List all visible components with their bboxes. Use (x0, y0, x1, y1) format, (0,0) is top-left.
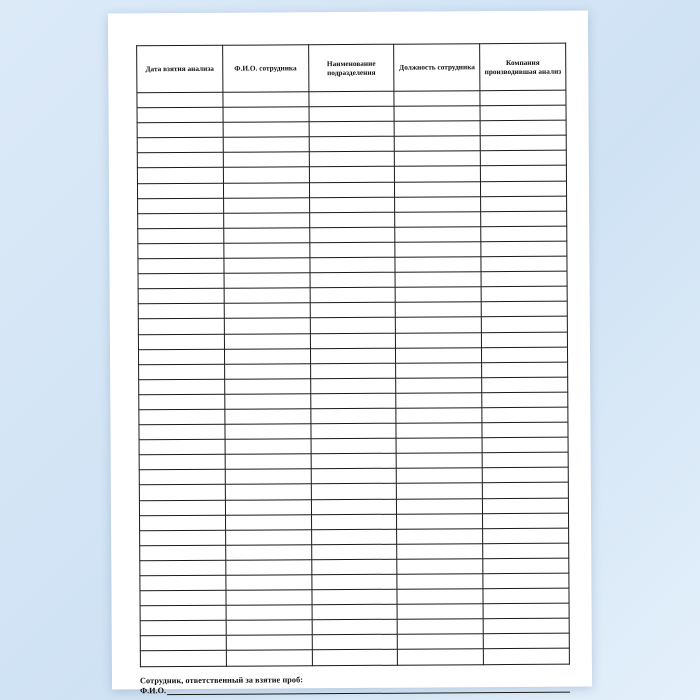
table-cell[interactable] (310, 303, 396, 319)
table-cell[interactable] (311, 423, 397, 439)
table-cell[interactable] (312, 619, 398, 635)
table-cell[interactable] (482, 468, 568, 484)
table-cell[interactable] (482, 437, 568, 453)
document-page (108, 11, 592, 695)
table-cell[interactable] (397, 544, 483, 560)
responsible-label: Сотрудник, ответственный за взятие проб: (139, 674, 304, 685)
table-cell[interactable] (137, 183, 223, 199)
table-cell[interactable] (138, 349, 224, 365)
table-cell[interactable] (480, 120, 566, 136)
table-cell[interactable] (309, 182, 395, 198)
table-cell[interactable] (310, 393, 396, 409)
table-cell[interactable] (310, 378, 396, 394)
table-cell[interactable] (226, 560, 312, 576)
table-cell[interactable] (224, 273, 310, 289)
table-cell[interactable] (394, 91, 480, 107)
table-cell[interactable] (140, 651, 226, 667)
table-cell[interactable] (225, 454, 311, 470)
table-cell[interactable] (396, 287, 482, 303)
table-cell[interactable] (396, 362, 482, 378)
table-cell[interactable] (312, 650, 398, 666)
table-cell[interactable] (225, 424, 311, 440)
table-cell[interactable] (224, 228, 310, 244)
table-cell[interactable] (226, 575, 312, 591)
table-cell[interactable] (396, 438, 482, 454)
table-cell[interactable] (223, 137, 309, 153)
table-cell[interactable] (481, 301, 567, 317)
table-cell[interactable] (223, 212, 309, 228)
table-cell[interactable] (397, 574, 483, 590)
table-cell[interactable] (140, 545, 226, 561)
table-cell[interactable] (138, 334, 224, 350)
table-cell[interactable] (138, 288, 224, 304)
table-cell[interactable] (396, 317, 482, 333)
table-cell[interactable] (139, 500, 225, 516)
table-cell[interactable] (395, 257, 481, 273)
table-cell[interactable] (480, 90, 566, 106)
table-cell[interactable] (309, 242, 395, 258)
table-cell[interactable] (139, 379, 225, 395)
table-cell[interactable] (395, 181, 481, 197)
table-cell[interactable] (225, 469, 311, 485)
table-cell[interactable] (309, 212, 395, 228)
table-cell[interactable] (397, 498, 483, 514)
table-cell[interactable] (396, 347, 482, 363)
table-cell[interactable] (225, 499, 311, 515)
table-cell[interactable] (140, 605, 226, 621)
table-cell[interactable] (394, 106, 480, 122)
table-cell[interactable] (226, 635, 312, 651)
table-cell[interactable] (483, 543, 569, 559)
table-cell[interactable] (138, 258, 224, 274)
table-cell[interactable] (224, 243, 310, 259)
table-cell[interactable] (483, 618, 569, 634)
table-cell[interactable] (309, 137, 395, 153)
table-cell[interactable] (224, 288, 310, 304)
table-cell[interactable] (482, 452, 568, 468)
table-cell[interactable] (223, 107, 309, 123)
table-cell[interactable] (397, 604, 483, 620)
table-cell[interactable] (310, 333, 396, 349)
table-cell[interactable] (309, 167, 395, 183)
fio-write-in-line[interactable] (167, 683, 570, 694)
table-cell[interactable] (311, 559, 397, 575)
table-cell[interactable] (483, 483, 569, 499)
table-cell[interactable] (138, 213, 224, 229)
column-header-position: Должность сотрудника (394, 44, 480, 92)
column-header-date: Дата взятия анализа (137, 45, 223, 93)
table-cell[interactable] (140, 636, 226, 652)
table-cell[interactable] (482, 392, 568, 408)
table-cell[interactable] (224, 258, 310, 274)
table-cell[interactable] (138, 198, 224, 214)
table-cell[interactable] (396, 302, 482, 318)
table-cell[interactable] (311, 544, 397, 560)
table-cell[interactable] (309, 197, 395, 213)
table-cell[interactable] (138, 228, 224, 244)
table-cell[interactable] (309, 91, 395, 107)
table-cell[interactable] (395, 151, 481, 167)
table-cell[interactable] (224, 379, 310, 395)
table-cell[interactable] (312, 589, 398, 605)
table-cell[interactable] (481, 196, 567, 212)
table-cell[interactable] (138, 273, 224, 289)
table-cell[interactable] (482, 332, 568, 348)
table-cell[interactable] (223, 152, 309, 168)
table-cell[interactable] (223, 182, 309, 198)
table-cell[interactable] (309, 152, 395, 168)
table-cell[interactable] (398, 634, 484, 650)
table-body (137, 90, 569, 666)
table-cell[interactable] (225, 514, 311, 530)
table-cell[interactable] (139, 455, 225, 471)
table-cell[interactable] (312, 604, 398, 620)
column-header-department: Наименование подразделения (308, 44, 394, 92)
page-content (136, 43, 570, 695)
table-cell[interactable] (395, 272, 481, 288)
table-cell[interactable] (140, 515, 226, 531)
table-cell[interactable] (483, 528, 569, 544)
table-cell[interactable] (481, 241, 567, 257)
table-cell[interactable] (225, 529, 311, 545)
table-cell[interactable] (311, 438, 397, 454)
table-cell[interactable] (225, 394, 311, 410)
table-cell[interactable] (139, 424, 225, 440)
table-cell[interactable] (224, 333, 310, 349)
table-cell[interactable] (483, 558, 569, 574)
table-cell[interactable] (395, 242, 481, 258)
table-cell[interactable] (138, 304, 224, 320)
table-cell[interactable] (311, 499, 397, 515)
table-cell[interactable] (226, 590, 312, 606)
table-cell[interactable] (397, 589, 483, 605)
table-cell[interactable] (395, 136, 481, 152)
table-cell[interactable] (396, 423, 482, 439)
table-cell[interactable] (397, 513, 483, 529)
table-cell[interactable] (226, 650, 312, 666)
table-cell[interactable] (481, 166, 567, 182)
table-cell[interactable] (482, 422, 568, 438)
table-cell[interactable] (139, 470, 225, 486)
table-cell[interactable] (395, 166, 481, 182)
table-cell[interactable] (396, 377, 482, 393)
table-cell[interactable] (223, 167, 309, 183)
table-cell[interactable] (137, 107, 223, 123)
table-header (137, 43, 566, 93)
table-cell[interactable] (481, 271, 567, 287)
table-cell[interactable] (310, 348, 396, 364)
table-cell[interactable] (224, 363, 310, 379)
table-header-row (137, 43, 566, 93)
table-cell[interactable] (481, 211, 567, 227)
table-cell[interactable] (225, 439, 311, 455)
table-cell[interactable] (483, 513, 569, 529)
table-cell[interactable] (395, 227, 481, 243)
table-cell[interactable] (484, 649, 570, 665)
table-cell[interactable] (310, 318, 396, 334)
table-cell[interactable] (397, 483, 483, 499)
table-cell[interactable] (396, 408, 482, 424)
table-cell[interactable] (139, 409, 225, 425)
table-cell[interactable] (312, 635, 398, 651)
table-cell[interactable] (140, 590, 226, 606)
table-cell[interactable] (311, 574, 397, 590)
table-cell[interactable] (137, 153, 223, 169)
table-cell[interactable] (137, 122, 223, 138)
table-cell[interactable] (309, 227, 395, 243)
table-cell[interactable] (482, 362, 568, 378)
table-cell[interactable] (483, 603, 569, 619)
table-cell[interactable] (140, 575, 226, 591)
table-cell[interactable] (225, 409, 311, 425)
table-cell[interactable] (223, 197, 309, 213)
table-cell[interactable] (481, 256, 567, 272)
table-cell[interactable] (224, 303, 310, 319)
table-cell[interactable] (224, 348, 310, 364)
table-cell[interactable] (481, 317, 567, 333)
table-cell[interactable] (480, 105, 566, 121)
table-cell[interactable] (137, 92, 223, 108)
table-cell[interactable] (398, 619, 484, 635)
table-cell[interactable] (398, 649, 484, 665)
table-cell[interactable] (140, 530, 226, 546)
table-cell[interactable] (396, 332, 482, 348)
table-cell[interactable] (309, 121, 395, 137)
table-cell[interactable] (311, 529, 397, 545)
table-cell[interactable] (140, 560, 226, 576)
table-cell[interactable] (223, 122, 309, 138)
table-cell[interactable] (140, 621, 226, 637)
table-cell[interactable] (224, 318, 310, 334)
table-cell[interactable] (481, 181, 567, 197)
table-cell[interactable] (482, 377, 568, 393)
table-cell[interactable] (483, 573, 569, 589)
table-cell[interactable] (397, 528, 483, 544)
sample-log-table (136, 43, 570, 667)
table-cell[interactable] (397, 468, 483, 484)
table-cell[interactable] (139, 364, 225, 380)
table-cell[interactable] (311, 484, 397, 500)
table-cell[interactable] (223, 92, 309, 108)
table-cell[interactable] (397, 453, 483, 469)
table-cell[interactable] (483, 498, 569, 514)
table-cell[interactable] (394, 121, 480, 137)
table-cell[interactable] (139, 439, 225, 455)
table-cell[interactable] (482, 347, 568, 363)
table-cell[interactable] (311, 514, 397, 530)
table-cell[interactable] (310, 257, 396, 273)
table-cell[interactable] (311, 453, 397, 469)
table-cell[interactable] (482, 407, 568, 423)
table-cell[interactable] (309, 106, 395, 122)
table-cell[interactable] (226, 605, 312, 621)
table-cell[interactable] (310, 363, 396, 379)
table-cell[interactable] (483, 634, 569, 650)
table-cell[interactable] (481, 286, 567, 302)
table-cell[interactable] (483, 588, 569, 604)
table-cell[interactable] (480, 135, 566, 151)
fio-row (140, 683, 570, 695)
table-cell[interactable] (139, 485, 225, 501)
table-cell[interactable] (139, 394, 225, 410)
table-cell[interactable] (137, 138, 223, 154)
table-cell[interactable] (310, 287, 396, 303)
table-cell[interactable] (397, 559, 483, 575)
column-header-company: Компания производившая анализ (480, 43, 566, 91)
table-cell[interactable] (225, 484, 311, 500)
table-row[interactable] (140, 649, 569, 667)
footer-block (140, 673, 570, 695)
table-cell[interactable] (137, 168, 223, 184)
table-cell[interactable] (480, 151, 566, 167)
table-cell[interactable] (310, 272, 396, 288)
column-header-employee-name: Ф.И.О. сотрудника (222, 45, 308, 93)
table-cell[interactable] (395, 211, 481, 227)
table-cell[interactable] (481, 226, 567, 242)
fio-label: Ф.И.О. (140, 685, 167, 695)
table-cell[interactable] (395, 196, 481, 212)
table-cell[interactable] (138, 319, 224, 335)
table-cell[interactable] (225, 545, 311, 561)
table-cell[interactable] (138, 243, 224, 259)
table-cell[interactable] (226, 620, 312, 636)
table-cell[interactable] (311, 469, 397, 485)
table-cell[interactable] (396, 393, 482, 409)
table-cell[interactable] (310, 408, 396, 424)
